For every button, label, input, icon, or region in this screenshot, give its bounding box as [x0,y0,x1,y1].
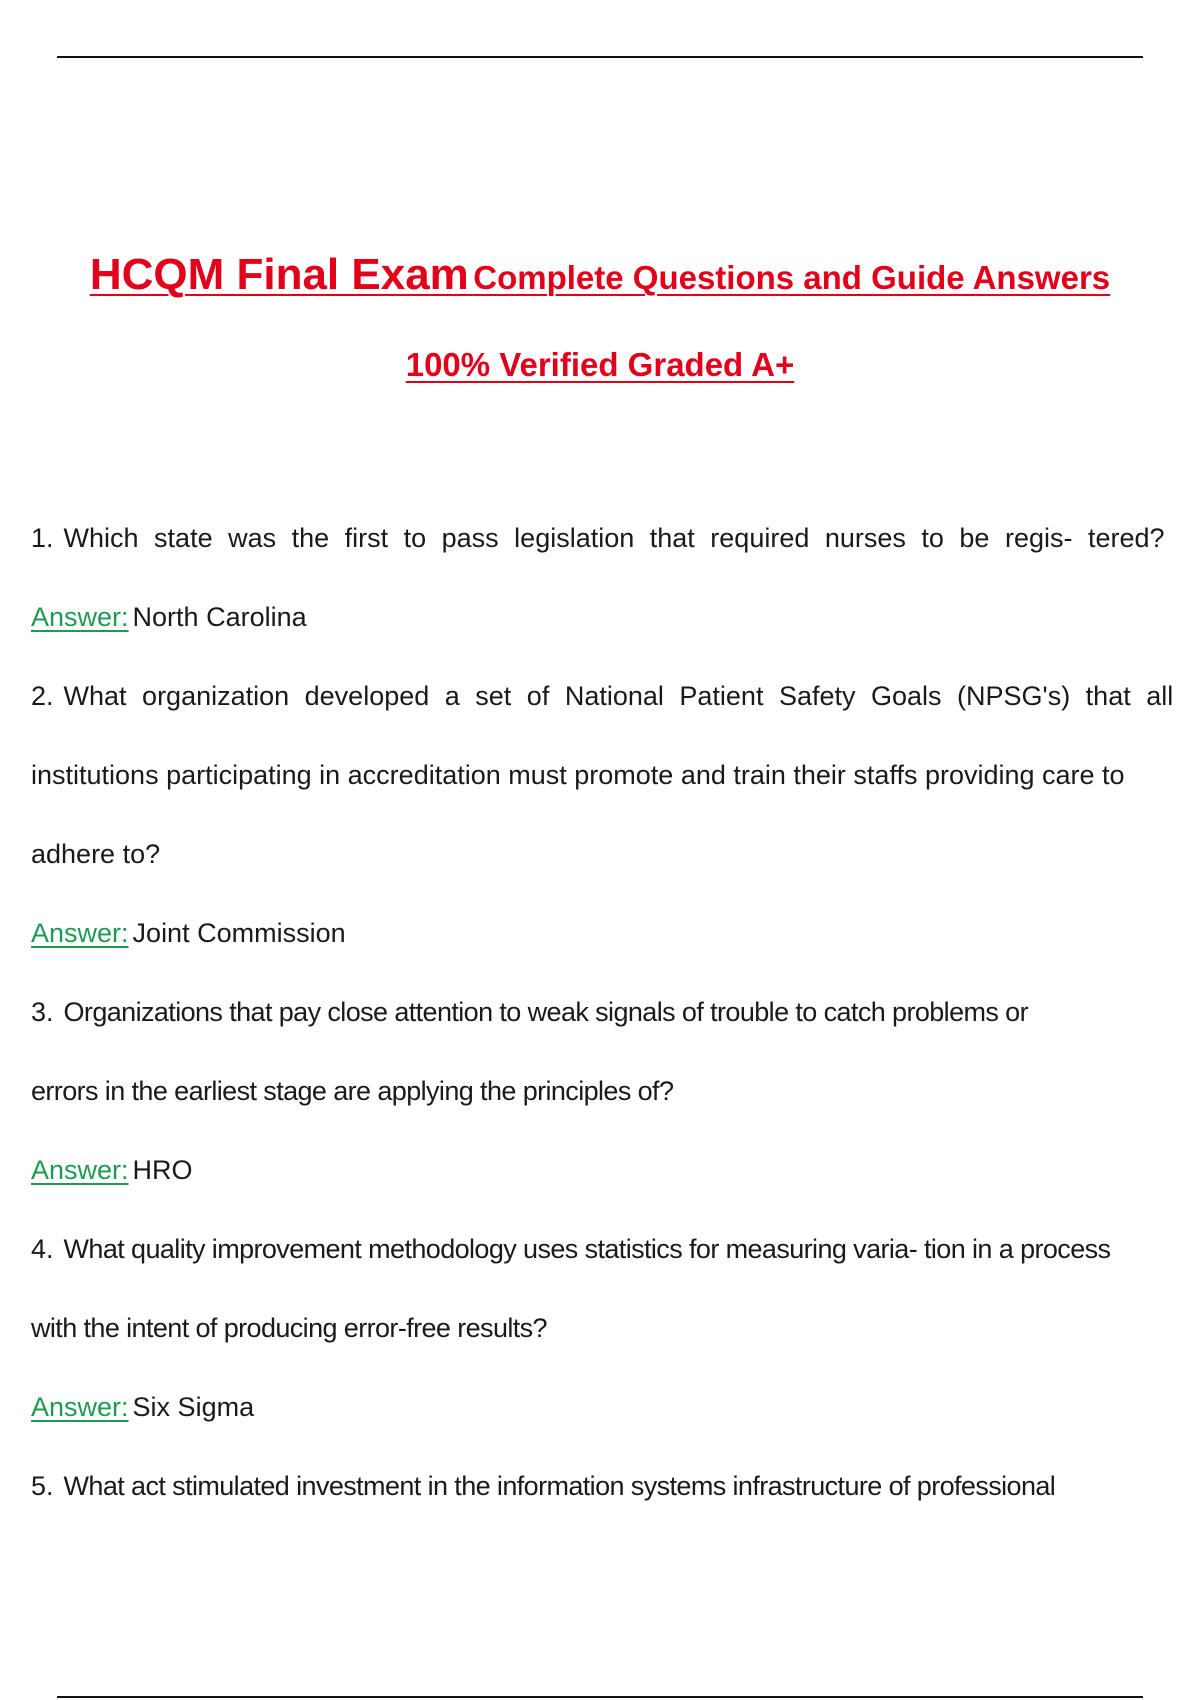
answer-3 [31,1144,1200,1223]
title-block [0,250,1200,300]
question-5-line-1 [31,1460,1200,1539]
footer-rule [57,1696,1143,1698]
question-text: What act stimulated investment in the information systems infrastructure of professional [63,1471,1056,1501]
subtitle-block [0,346,1200,384]
question-text: Organizations that pay close attention to weak signals of trouble to catch problems or [63,997,1028,1027]
answer-label: Answer: [31,918,129,948]
question-number: 5. [31,1471,54,1501]
question-text: with the intent of producing error-free results? [31,1313,547,1343]
question-3-line-1 [31,986,1200,1065]
question-2-line-1 [31,670,1200,749]
question-4-line-2 [31,1302,1200,1381]
question-text: What quality improvement methodology uses statistics for measuring varia- tion in a process [63,1234,1111,1264]
question-2-line-2 [31,749,1200,828]
answer-text: HRO [132,1155,193,1185]
question-number: 2. [31,681,54,711]
question-number: 4. [31,1234,54,1264]
question-text: adhere to? [31,839,161,869]
document-subtitle: 100% Verified Graded A+ [405,346,795,383]
answer-label: Answer: [31,602,129,632]
answer-text: North Carolina [132,602,307,632]
document-title [90,250,1110,300]
question-number: 1. [31,523,54,553]
answer-label: Answer: [31,1392,129,1422]
answer-4 [31,1381,1200,1460]
question-text: institutions participating in accreditation must promote and train their staffs providing care to [31,760,1125,790]
answer-1 [31,591,1200,670]
header-rule [57,56,1143,58]
answer-text: Joint Commission [132,918,346,948]
question-3-line-2 [31,1065,1200,1144]
question-4-line-1 [31,1223,1200,1302]
answer-label: Answer: [31,1155,129,1185]
question-text: Which state was the first to pass legislation that required nurses to be regis- tered? [63,523,1165,553]
question-number: 3. [31,997,54,1027]
question-list [31,512,1200,1539]
question-text: What organization developed a set of National Patient Safety Goals (NPSG's) that all [63,681,1174,711]
question-text: errors in the earliest stage are applying the principles of? [31,1076,674,1106]
answer-2 [31,907,1200,986]
answer-text: Six Sigma [132,1392,255,1422]
question-2-line-3 [31,828,1200,907]
question-1-line-1 [31,512,1200,591]
title-rest: Complete Questions and Guide Answers [473,259,1111,296]
title-main: HCQM Final Exam [89,250,469,299]
